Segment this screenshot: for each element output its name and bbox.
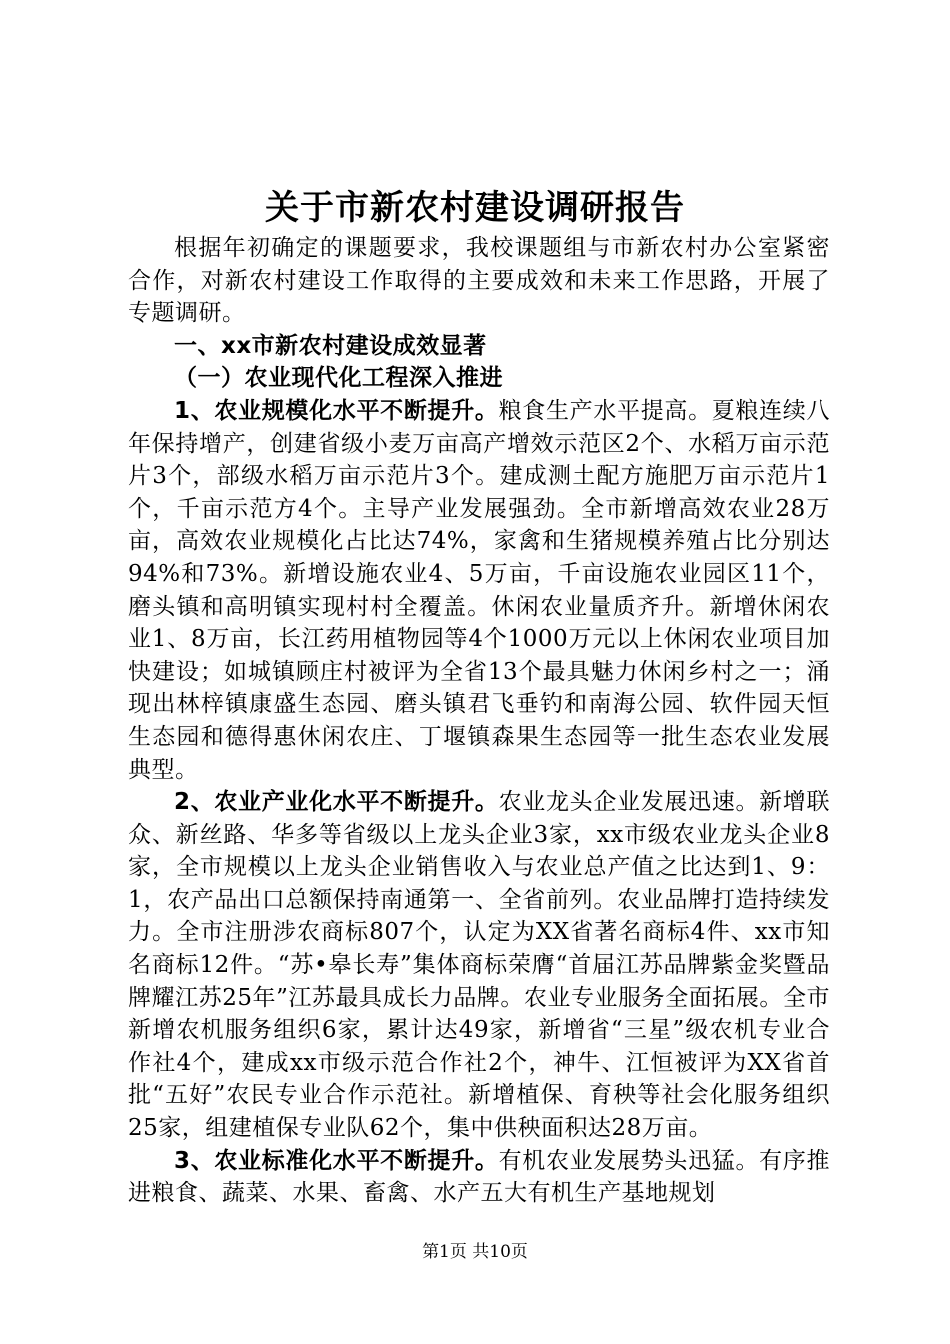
section-heading: 一、xx市新农村建设成效显著	[174, 332, 487, 359]
item-2-lead: 2、农业产业化水平不断提升。	[174, 789, 499, 816]
page-footer: 第1页 共10页	[422, 1242, 528, 1262]
document-title: 关于市新农村建设调研报告	[265, 188, 685, 228]
item-1-lead: 1、农业规模化水平不断提升。	[174, 397, 499, 424]
item-1-body: 粮食生产水平提高。夏粮连续八年保持增产，创建省级小麦万亩高产增效示范区2个、水稻万亩示范片3个，部级水稻万亩示范片3个。建成测土配方施肥万亩示范片1个，千亩示范方4个。主导产业发展强劲。全市新增高效农业28万亩，高效农业规模化占比达74%，家禽和生猪规模养殖占比分别达94%和73%。新增设施农业4、5万亩，千亩设施农业园区11个，磨头镇和高明镇实现村村全覆盖。休闲农业量质齐升。新增休闲农业1、8万亩，长江药用植物园等4个1000万元以上休闲农业项目加快建设；如城镇顾庄村被评为全省13个最具魅力休闲乡村之一；涌现出林梓镇康盛生态园、磨头镇君飞垂钓和南海公园、软件园天恒生态园和德得惠休闲农庄、丁堰镇森果生态园等一批生态农业发展典型。	[128, 397, 830, 783]
item-paragraph-3	[128, 1145, 830, 1210]
subsection-heading: （一）农业现代化工程深入推进	[174, 365, 503, 392]
item-paragraph-2	[128, 786, 830, 1145]
item-3-body: 有机农业发展势头迅猛。有序推进粮食、蔬菜、水果、畜禽、水产五大有机生产基地规划	[128, 1147, 830, 1207]
intro-paragraph: 根据年初确定的课题要求，我校课题组与市新农村办公室紧密合作，对新农村建设工作取得的主要成效和未来工作思路，开展了专题调研。	[128, 235, 830, 327]
item-paragraph-1	[128, 395, 830, 786]
document-body	[128, 232, 830, 1210]
item-2-body: 农业龙头企业发展迅速。新增联众、新丝路、华多等省级以上龙头企业3家，xx市级农业龙头企业8家，全市规模以上龙头企业销售收入与农业总产值之比达到1、9：1，农产品出口总额保持南通第一、全省前列。农业品牌打造持续发力。全市注册涉农商标807个，认定为XX省著名商标4件、xx市知名商标12件。“苏•皋长寿”集体商标荣膺“首届江苏品牌紫金奖暨品牌耀江苏25年”江苏最具成长力品牌。农业专业服务全面拓展。全市新增农机服务组织6家，累计达49家，新增省“三星”级农机专业合作社4个，建成xx市级示范合作社2个，神牛、江恒被评为XX省首批“五好”农民专业合作示范社。新增植保、育秧等社会化服务组织25家，组建植保专业队62个，集中供秧面积达28万亩。	[128, 789, 830, 1142]
item-3-lead: 3、农业标准化水平不断提升。	[174, 1147, 499, 1174]
